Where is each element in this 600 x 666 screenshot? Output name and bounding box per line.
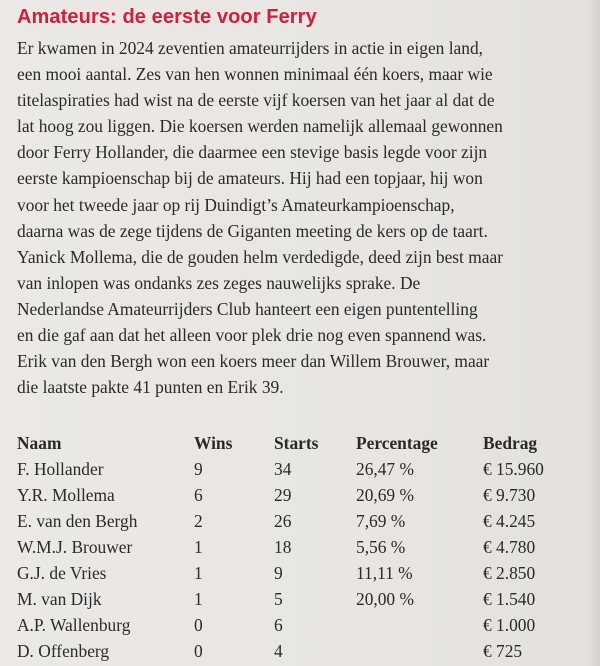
header-starts: Starts	[274, 432, 319, 453]
cell-name: D. Offenberg	[17, 640, 110, 661]
cell-starts: 18	[274, 536, 292, 557]
cell-name: E. van den Bergh	[17, 510, 138, 531]
cell-wins: 0	[194, 614, 203, 635]
body-line: eerste kampioenschap bij de amateurs. Hij had een topjaar, hij won	[17, 168, 483, 189]
body-line: een mooi aantal. Zes van hen wonnen minimaal één koers, maar wie	[17, 64, 493, 85]
cell-name: Y.R. Mollema	[17, 484, 115, 505]
cell-name: A.P. Wallenburg	[17, 614, 131, 635]
table-row	[17, 560, 600, 586]
cell-starts: 26	[274, 510, 292, 531]
cell-wins: 0	[194, 640, 203, 661]
body-line: Er kwamen in 2024 zeventien amateurrijders in actie in eigen land,	[17, 38, 483, 58]
cell-amount: € 725	[483, 640, 523, 661]
article-title: Amateurs: de eerste voor Ferry	[17, 6, 317, 28]
cell-amount: € 1.540	[483, 588, 536, 609]
body-line: door Ferry Hollander, die daarmee een stevige basis legde voor zijn	[17, 142, 488, 163]
cell-starts: 9	[274, 562, 283, 583]
body-line: voor het tweede jaar op rij Duindigt’s Amateurkampioenschap,	[17, 194, 455, 215]
cell-name: M. van Dijk	[17, 588, 102, 609]
article-body	[17, 35, 597, 400]
table-row	[17, 534, 600, 560]
cell-percentage: 7,69 %	[356, 510, 406, 531]
cell-percentage	[356, 638, 483, 664]
cell-percentage: 11,11 %	[356, 562, 413, 583]
table-row	[17, 482, 600, 508]
cell-percentage: 26,47 %	[356, 458, 414, 479]
cell-percentage: 20,00 %	[356, 588, 414, 609]
header-wins: Wins	[194, 432, 233, 453]
body-line: lat hoog zou liggen. Die koersen werden namelijk allemaal gewonnen	[17, 116, 503, 137]
cell-amount: € 2.850	[483, 562, 536, 583]
cell-wins: 1	[194, 536, 203, 557]
cell-amount: € 4.245	[483, 510, 536, 531]
table-header-row	[17, 430, 600, 456]
body-line: titelaspiraties had wist na de eerste vijf koersen van het jaar al dat de	[17, 90, 495, 111]
cell-wins: 6	[194, 484, 203, 505]
cell-percentage: 20,69 %	[356, 484, 414, 505]
cell-amount: € 4.780	[483, 536, 536, 557]
cell-starts: 5	[274, 588, 283, 609]
body-line: Erik van den Bergh won een koers meer dan Willem Brouwer, maar	[17, 351, 490, 372]
body-line: Yanick Mollema, die de gouden helm verdedigde, deed zijn best maar	[17, 246, 503, 267]
body-line: daarna was de zege tijdens de Giganten meeting de kers op de taart.	[17, 220, 488, 241]
cell-wins: 1	[194, 562, 203, 583]
header-name: Naam	[17, 432, 62, 453]
cell-starts: 29	[274, 484, 292, 505]
body-line: van inlopen was ondanks zes zeges nauwelijks sprake. De	[17, 272, 421, 293]
cell-name: F. Hollander	[17, 458, 104, 479]
cell-starts: 34	[274, 458, 292, 479]
cell-percentage	[356, 612, 483, 638]
body-line: Nederlandse Amateurrijders Club hanteert een eigen puntentelling	[17, 298, 478, 319]
cell-percentage: 5,56 %	[356, 536, 406, 557]
table-row	[17, 586, 600, 612]
cell-amount: € 15.960	[483, 458, 544, 479]
cell-wins: 1	[194, 588, 203, 609]
cell-starts: 6	[274, 614, 283, 635]
cell-name: G.J. de Vries	[17, 562, 107, 583]
cell-wins: 9	[194, 458, 203, 479]
cell-wins: 2	[194, 510, 203, 531]
cell-starts: 4	[274, 640, 283, 661]
stats-table	[17, 430, 600, 664]
table-row	[17, 456, 600, 482]
cell-name: W.M.J. Brouwer	[17, 536, 133, 557]
body-line: die laatste pakte 41 punten en Erik 39.	[17, 377, 284, 398]
table-row	[17, 638, 600, 664]
cell-amount: € 1.000	[483, 614, 536, 635]
table-row	[17, 508, 600, 534]
header-amount: Bedrag	[483, 432, 538, 453]
table-row	[17, 612, 600, 638]
body-line: en die gaf aan dat het alleen voor plek drie nog even spannend was.	[17, 325, 487, 346]
header-percentage: Percentage	[356, 432, 438, 453]
cell-amount: € 9.730	[483, 484, 536, 505]
